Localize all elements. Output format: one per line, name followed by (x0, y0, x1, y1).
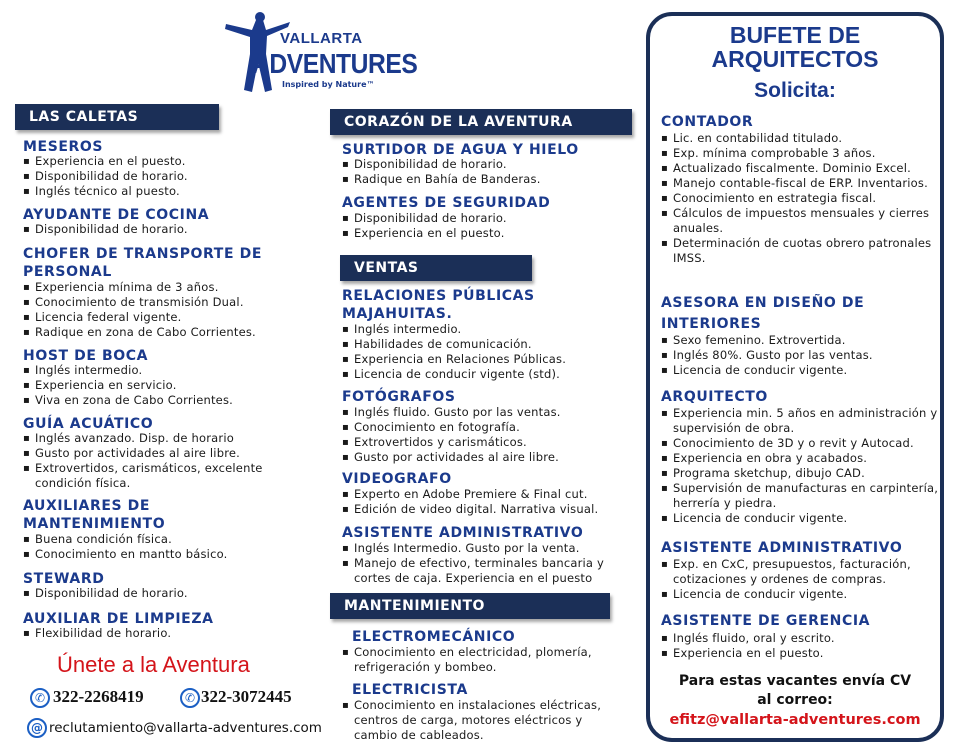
job-requirements (23, 586, 293, 601)
requirement: ▪ Experiencia en el puesto. (23, 154, 293, 169)
requirement: ▪ Conocimiento en instalaciones eléctricas, centros de carga, motores eléctricos y cambio de cableados. (342, 698, 627, 743)
job-title: MESEROS (23, 139, 104, 155)
requirement: ▪ Radique en Bahía de Banderas. (342, 172, 632, 187)
job-title: ARQUITECTO (661, 389, 768, 405)
cv-instructions-line1: Para estas vacantes envía CV (678, 673, 912, 689)
requirement: ▪ Experiencia en Relaciones Públicas. (342, 352, 632, 367)
job-title: FOTÓGRAFOS (342, 389, 456, 405)
cv-instructions-line2: al correo: (757, 692, 833, 708)
job-requirements (23, 363, 293, 408)
job-requirements (23, 280, 293, 340)
requirement: ▪ Inglés avanzado. Disp. de horario (23, 431, 293, 446)
job-requirements (342, 211, 632, 241)
job-title: VIDEOGRAFO (342, 471, 452, 487)
job-title: HOST DE BOCA (23, 348, 149, 364)
banner-ventas: VENTAS (340, 255, 532, 281)
banner-las-caletas: LAS CALETAS (15, 104, 219, 130)
job-title: AUXILIAR DE LIMPIEZA (23, 611, 214, 627)
requirement: ▪ Sexo femenino. Extrovertida. (661, 333, 933, 348)
whatsapp-icon: ✆ (180, 688, 200, 708)
bufete-heading-line2: ARQUITECTOS (711, 46, 879, 72)
job-title: CONTADOR (661, 114, 754, 130)
job-requirements (342, 157, 632, 187)
requirement: ▪ Licencia de conducir vigente. (661, 363, 933, 378)
job-title: ASESORA EN DISEÑO DE (661, 295, 865, 311)
job-title: MAJAHUITAS. (342, 306, 453, 322)
bufete-heading-line1: BUFETE DE (729, 22, 861, 48)
job-requirements (661, 557, 936, 602)
job-title: MANTENIMIENTO (23, 516, 166, 532)
requirement: ▪ Exp. en CxC, presupuestos, facturación, cotizaciones y ordenes de compras. (661, 557, 936, 587)
requirement: ▪ Supervisión de manufacturas en carpintería, herrería y piedra. (661, 481, 939, 511)
requirement: ▪ Habilidades de comunicación. (342, 337, 632, 352)
job-title: RELACIONES PÚBLICAS (342, 288, 535, 304)
requirement: ▪ Licencia de conducir vigente (std). (342, 367, 632, 382)
requirement: ▪ Inglés técnico al puesto. (23, 184, 293, 199)
requirement: ▪ Exp. mínima comprobable 3 años. (661, 146, 933, 161)
phone-number-2[interactable]: 322-3072445 (201, 687, 292, 706)
requirement: ▪ Conocimiento en electricidad, plomería, refrigeración y bombeo. (342, 645, 632, 675)
phone-icon: ✆ (30, 688, 50, 708)
job-requirements (342, 541, 632, 586)
job-requirements (342, 405, 632, 465)
job-title: ASISTENTE DE GERENCIA (661, 613, 871, 629)
job-title: PERSONAL (23, 264, 112, 280)
job-requirements (23, 532, 293, 562)
requirement: ▪ Conocimiento de transmisión Dual. (23, 295, 293, 310)
requirement: ▪ Conocimiento de 3D y o revit y Autocad. (661, 436, 939, 451)
requirement: ▪ Radique en zona de Cabo Corrientes. (23, 325, 293, 340)
requirement: ▪ Experiencia en servicio. (23, 378, 293, 393)
requirement: ▪ Buena condición física. (23, 532, 293, 547)
job-title: CHOFER DE TRANSPORTE DE (23, 246, 262, 262)
requirement: ▪ Licencia federal vigente. (23, 310, 293, 325)
job-requirements (23, 626, 293, 641)
requirement: ▪ Gusto por actividades al aire libre. (342, 450, 632, 465)
job-requirements (661, 131, 933, 266)
requirement: ▪ Actualizado fiscalmente. Dominio Excel. (661, 161, 933, 176)
logo-line1: VALLARTA (280, 30, 363, 47)
requirement: ▪ Inglés 80%. Gusto por las ventas. (661, 348, 933, 363)
requirement: ▪ Conocimiento en fotografía. (342, 420, 632, 435)
recruitment-email[interactable]: reclutamiento@vallarta-adventures.com (49, 720, 322, 736)
job-requirements (661, 406, 939, 526)
job-requirements (661, 631, 936, 661)
job-requirements (342, 322, 632, 382)
job-requirements (23, 222, 293, 237)
requirement: ▪ Gusto por actividades al aire libre. (23, 446, 293, 461)
requirement: ▪ Flexibilidad de horario. (23, 626, 293, 641)
bufete-subheading: Solicita: (754, 79, 836, 102)
requirement: ▪ Experiencia en el puesto. (661, 646, 936, 661)
job-requirements (342, 645, 632, 675)
requirement: ▪ Experiencia en obra y acabados. (661, 451, 939, 466)
job-requirements (342, 698, 627, 743)
requirement: ▪ Inglés intermedio. (342, 322, 632, 337)
job-title: ASISTENTE ADMINISTRATIVO (342, 525, 584, 541)
requirement: ▪ Conocimiento en estrategia fiscal. (661, 191, 933, 206)
job-title: SURTIDOR DE AGUA Y HIELO (342, 142, 579, 158)
banner-corazon-de-la-aventura: CORAZÓN DE LA AVENTURA (330, 109, 632, 135)
requirement: ▪ Disponibilidad de horario. (342, 157, 632, 172)
requirement: ▪ Disponibilidad de horario. (342, 211, 632, 226)
requirement: ▪ Inglés intermedio. (23, 363, 293, 378)
requirement: ▪ Lic. en contabilidad titulado. (661, 131, 933, 146)
job-requirements (23, 431, 293, 491)
job-title: ELECTRICISTA (352, 682, 468, 698)
requirement: ▪ Inglés fluido, oral y escrito. (661, 631, 936, 646)
job-requirements (661, 333, 933, 378)
job-requirements (23, 154, 293, 199)
banner-mantenimiento: MANTENIMIENTO (330, 593, 610, 619)
logo-line2: ADVENTURES (252, 48, 418, 79)
requirement: ▪ Experiencia min. 5 años en administración y supervisión de obra. (661, 406, 939, 436)
vallarta-adventures-logo (220, 10, 418, 98)
requirement: ▪ Extrovertidos, carismáticos, excelente condición física. (23, 461, 293, 491)
requirement: ▪ Disponibilidad de horario. (23, 169, 293, 184)
at-icon: @ (27, 718, 47, 738)
requirement: ▪ Licencia de conducir vigente. (661, 587, 936, 602)
job-requirements (342, 487, 632, 517)
requirement: ▪ Experiencia mínima de 3 años. (23, 280, 293, 295)
requirement: ▪ Manejo de efectivo, terminales bancaria y cortes de caja. Experiencia en el puesto (342, 556, 632, 586)
requirement: ▪ Edición de video digital. Narrativa visual. (342, 502, 632, 517)
requirement: ▪ Cálculos de impuestos mensuales y cierres anuales. (661, 206, 933, 236)
job-title: AGENTES DE SEGURIDAD (342, 195, 551, 211)
logo-tagline: Inspired by Nature™ (282, 80, 375, 89)
phone-number-1[interactable]: 322-2268419 (53, 687, 144, 706)
job-title: AYUDANTE DE COCINA (23, 207, 210, 223)
job-title: ASISTENTE ADMINISTRATIVO (661, 540, 903, 556)
job-title: AUXILIARES DE (23, 498, 151, 514)
requirement: ▪ Extrovertidos y carismáticos. (342, 435, 632, 450)
slogan: Únete a la Aventura (57, 652, 250, 677)
requirement: ▪ Experiencia en el puesto. (342, 226, 632, 241)
requirement: ▪ Determinación de cuotas obrero patronales IMSS. (661, 236, 933, 266)
requirement: ▪ Programa sketchup, dibujo CAD. (661, 466, 939, 481)
requirement: ▪ Viva en zona de Cabo Corrientes. (23, 393, 293, 408)
requirement: ▪ Experto en Adobe Premiere & Final cut. (342, 487, 632, 502)
job-title: ELECTROMECÁNICO (352, 629, 516, 645)
requirement: ▪ Conocimiento en mantto básico. (23, 547, 293, 562)
job-title: GUÍA ACUÁTICO (23, 416, 154, 432)
requirement: ▪ Inglés Intermedio. Gusto por la venta. (342, 541, 632, 556)
requirement: ▪ Manejo contable-fiscal de ERP. Inventarios. (661, 176, 933, 191)
requirement: ▪ Licencia de conducir vigente. (661, 511, 939, 526)
job-title: STEWARD (23, 571, 105, 587)
requirement: ▪ Disponibilidad de horario. (23, 586, 293, 601)
requirement: ▪ Disponibilidad de horario. (23, 222, 293, 237)
requirement: ▪ Inglés fluido. Gusto por las ventas. (342, 405, 632, 420)
job-title: INTERIORES (661, 316, 762, 332)
bufete-email[interactable]: efitz@vallarta-adventures.com (669, 712, 921, 728)
